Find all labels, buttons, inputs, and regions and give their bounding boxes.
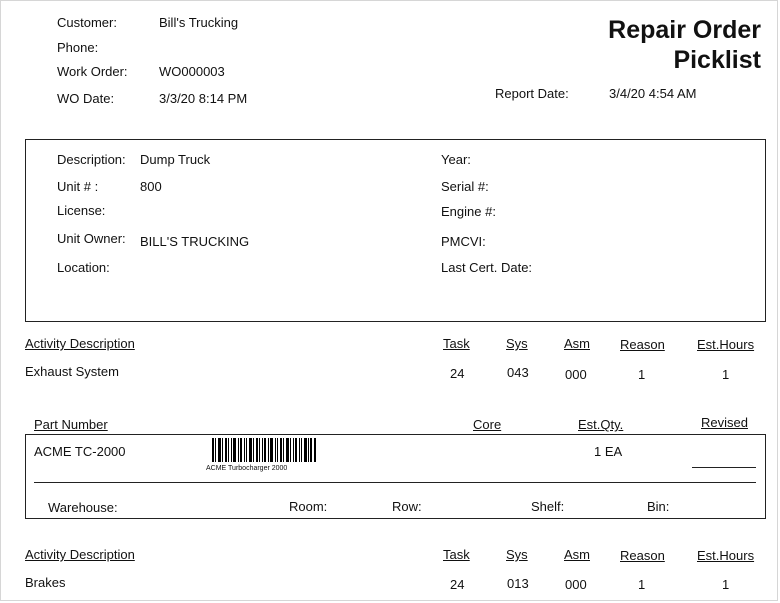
activity-task: 24 xyxy=(450,366,465,381)
reason-header: Reason xyxy=(620,548,665,563)
activity-hours: 1 xyxy=(722,367,730,382)
row-label: Row: xyxy=(392,499,422,514)
revised-header: Revised xyxy=(701,415,748,430)
unit-owner-value: BILL'S TRUCKING xyxy=(140,234,250,249)
work-order-label: Work Order: xyxy=(57,64,128,79)
activity-task: 24 xyxy=(450,577,465,592)
warehouse-label: Warehouse: xyxy=(48,500,118,515)
asm-header: Asm xyxy=(564,336,590,351)
title-line-2: Picklist xyxy=(673,46,761,74)
shelf-label: Shelf: xyxy=(531,499,565,514)
sys-header: Sys xyxy=(506,547,528,562)
revised-line xyxy=(692,467,756,468)
core-header: Core xyxy=(473,417,502,432)
activity-asm: 000 xyxy=(565,577,587,592)
room-label: Room: xyxy=(289,499,328,514)
activity-sys: 043 xyxy=(507,365,529,380)
activity-reason: 1 xyxy=(638,577,646,592)
activity-description: Exhaust System xyxy=(25,364,119,379)
last-cert-date-label: Last Cert. Date: xyxy=(441,260,533,275)
activity-reason: 1 xyxy=(638,367,646,382)
part-qty-value: 1 EA xyxy=(594,444,623,459)
activity-sys: 013 xyxy=(507,576,529,591)
task-header: Task xyxy=(443,547,470,562)
serial-label: Serial #: xyxy=(441,179,489,194)
unit-info-box xyxy=(25,139,766,322)
location-label: Location: xyxy=(57,260,110,275)
report-date-value: 3/4/20 4:54 AM xyxy=(609,86,697,101)
task-header: Task xyxy=(443,336,470,351)
part-divider xyxy=(34,482,756,483)
pmcvi-label: PMCVI: xyxy=(441,234,486,249)
part-number-value: ACME TC-2000 xyxy=(34,444,126,459)
description-value: Dump Truck xyxy=(140,152,211,167)
description-label: Description: xyxy=(57,152,126,167)
customer-value: Bill's Trucking xyxy=(159,15,239,30)
bin-label: Bin: xyxy=(647,499,670,514)
activity-asm: 000 xyxy=(565,367,587,382)
unit-owner-label: Unit Owner: xyxy=(57,231,126,246)
phone-label: Phone: xyxy=(57,40,99,55)
activity-hours: 1 xyxy=(722,577,730,592)
report-title xyxy=(608,15,761,75)
year-label: Year: xyxy=(441,152,471,167)
activity-description-header: Activity Description xyxy=(25,336,135,351)
engine-label: Engine #: xyxy=(441,204,496,219)
activity-description-header: Activity Description xyxy=(25,547,135,562)
report-date-label: Report Date: xyxy=(495,86,569,101)
activity-description: Brakes xyxy=(25,575,66,590)
est-hours-header: Est.Hours xyxy=(697,548,755,563)
unit-number-label: Unit # : xyxy=(57,179,99,194)
work-order-value: WO000003 xyxy=(159,64,225,79)
unit-number-value: 800 xyxy=(140,179,162,194)
wo-date-label: WO Date: xyxy=(57,91,115,106)
part-barcode xyxy=(212,438,316,462)
customer-label: Customer: xyxy=(57,15,117,30)
barcode-caption: ACME Turbocharger 2000 xyxy=(206,465,288,472)
license-label: License: xyxy=(57,203,106,218)
reason-header: Reason xyxy=(620,337,665,352)
sys-header: Sys xyxy=(506,336,528,351)
title-line-1: Repair Order xyxy=(608,16,761,44)
part-number-header: Part Number xyxy=(34,417,108,432)
est-hours-header: Est.Hours xyxy=(697,337,755,352)
wo-date-value: 3/3/20 8:14 PM xyxy=(159,91,248,106)
est-qty-header: Est.Qty. xyxy=(578,417,624,432)
asm-header: Asm xyxy=(564,547,590,562)
